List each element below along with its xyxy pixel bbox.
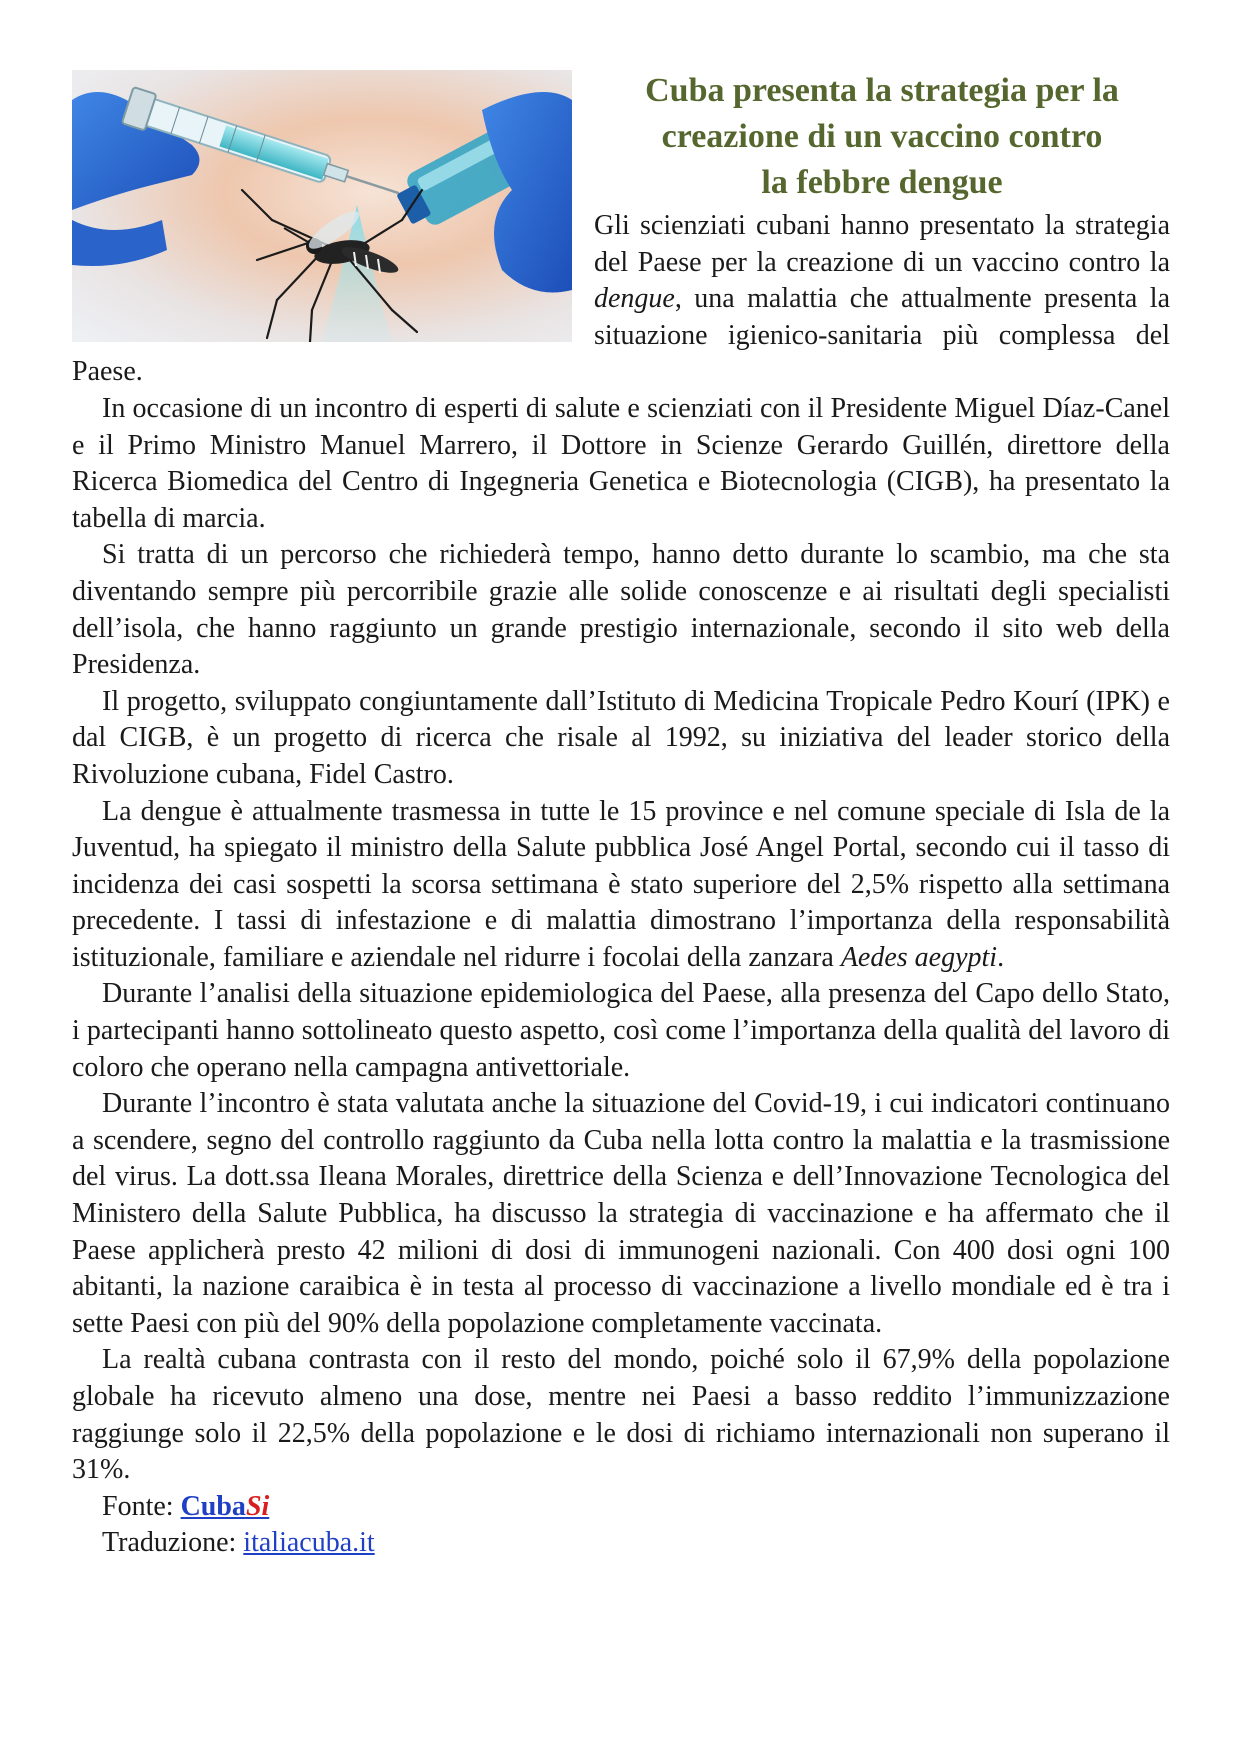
paragraph-1-text-a: Gli scienziati cubani hanno presentato la strategia del Paese per la creazione di un vaccino contro la <box>594 210 1170 278</box>
paragraph-6: Durante l’analisi della situazione epidemiologica del Paese, alla presenza del Capo dello Stato, i partecipanti hanno sottolineato questo aspetto, così come l’importanza della qualità del lavoro di coloro che operano nella campagna antivettoriale. <box>72 978 1170 1083</box>
translation-line <box>72 1525 1170 1562</box>
paragraph-1-text-b: , una malattia che attualmente presenta la situazione igienico-sanitaria più complessa del Paese. <box>72 283 1170 388</box>
paragraph-4: Il progetto, sviluppato congiuntamente dall’Istituto di Medicina Tropicale Pedro Kourí (IPK) e dal CIGB, è un progetto di ricerca che risale al 1992, su iniziativa del leader storico della Rivoluzione cubana, Fidel Castro. <box>72 685 1170 790</box>
paragraph-5 <box>72 794 1170 977</box>
paragraph-5-text-a: La dengue è attualmente trasmessa in tutte le 15 province e nel comune speciale di Isla de la Juventud, ha spiegato il ministro della Salute pubblica José Angel Portal, secondo cui il tasso di incidenza dei casi sospetti la scorsa settimana è stato superiore del 2,5% rispetto alla settimana precedente. I tassi di infestazione e di malattia dimostrano l’importanza della responsabilità istituzionale, familiare e aziendale nel ridurre i focolai della zanzara <box>72 795 1170 973</box>
source-label: Fonte: <box>102 1490 181 1522</box>
paragraph-5-text-b: . <box>997 941 1005 973</box>
title-line-1: Cuba presenta la strategia per la <box>645 72 1119 109</box>
paragraph-7: Durante l’incontro è stata valutata anche la situazione del Covid-19, i cui indicatori continuano a scendere, segno del controllo raggiunto da Cuba nella lotta contro la malattia e la trasmissione del virus. La dott.ssa Ileana Morales, direttrice della Scienza e dell’Innovazione Tecnologica del Ministero della Salute Pubblica, ha discusso la strategia di vaccinazione e ha affermato che il Paese applicherà presto 42 milioni di dosi di immunogeni nazionali. Con 400 dosi ogni 100 abitanti, la nazione caraibica è in testa al processo di vaccinazione a livello mondiale ed è tra i sette Paesi con più del 90% della popolazione completamente vaccinata. <box>72 1088 1170 1339</box>
paragraph-2: In occasione di un incontro di esperti di salute e scienziati con il Presidente Miguel Díaz-Canel e il Primo Ministro Manuel Marrero, il Dottore in Scienze Gerardo Guillén, direttore della Ricerca Biomedica del Centro di Ingegneria Genetica e Biotecnologia (CIGB), ha presentato la tabella di marcia. <box>72 392 1170 534</box>
translation-link[interactable]: italiacuba.it <box>243 1527 375 1559</box>
source-link-part-1[interactable]: Cuba <box>180 1490 246 1522</box>
paragraph-5-emphasis: Aedes aegypti <box>840 941 998 973</box>
source-link-cubasi[interactable] <box>181 1491 270 1522</box>
source-link-part-2[interactable]: Si <box>245 1490 270 1522</box>
article-page <box>72 68 1170 1562</box>
paragraph-8: La realtà cubana contrasta con il resto del mondo, poiché solo il 67,9% della popolazione globale ha ricevuto almeno una dose, mentre nei Paesi a basso reddito l’immunizzazione raggiunge solo il 22,5% della popolazione e le dosi di richiamo internazionali non superano il 31%. <box>72 1344 1170 1486</box>
paragraph-3: Si tratta di un percorso che richiederà tempo, hanno detto durante lo scambio, ma che sta diventando sempre più percorribile grazie alle solide conoscenze e ai risultati degli specialisti dell’isola, che hanno raggiunto un grande prestigio internazionale, secondo il sito web della Presidenza. <box>72 539 1170 681</box>
source-line <box>72 1489 1170 1526</box>
article-photo-syringe-mosquito <box>72 70 572 342</box>
title-line-3: la febbre dengue <box>761 164 1003 201</box>
syringe-mosquito-illustration <box>72 70 572 342</box>
translation-label: Traduzione: <box>102 1527 244 1559</box>
paragraph-1-emphasis: dengue <box>594 283 675 315</box>
title-line-2: creazione di un vaccino contro <box>661 118 1103 155</box>
